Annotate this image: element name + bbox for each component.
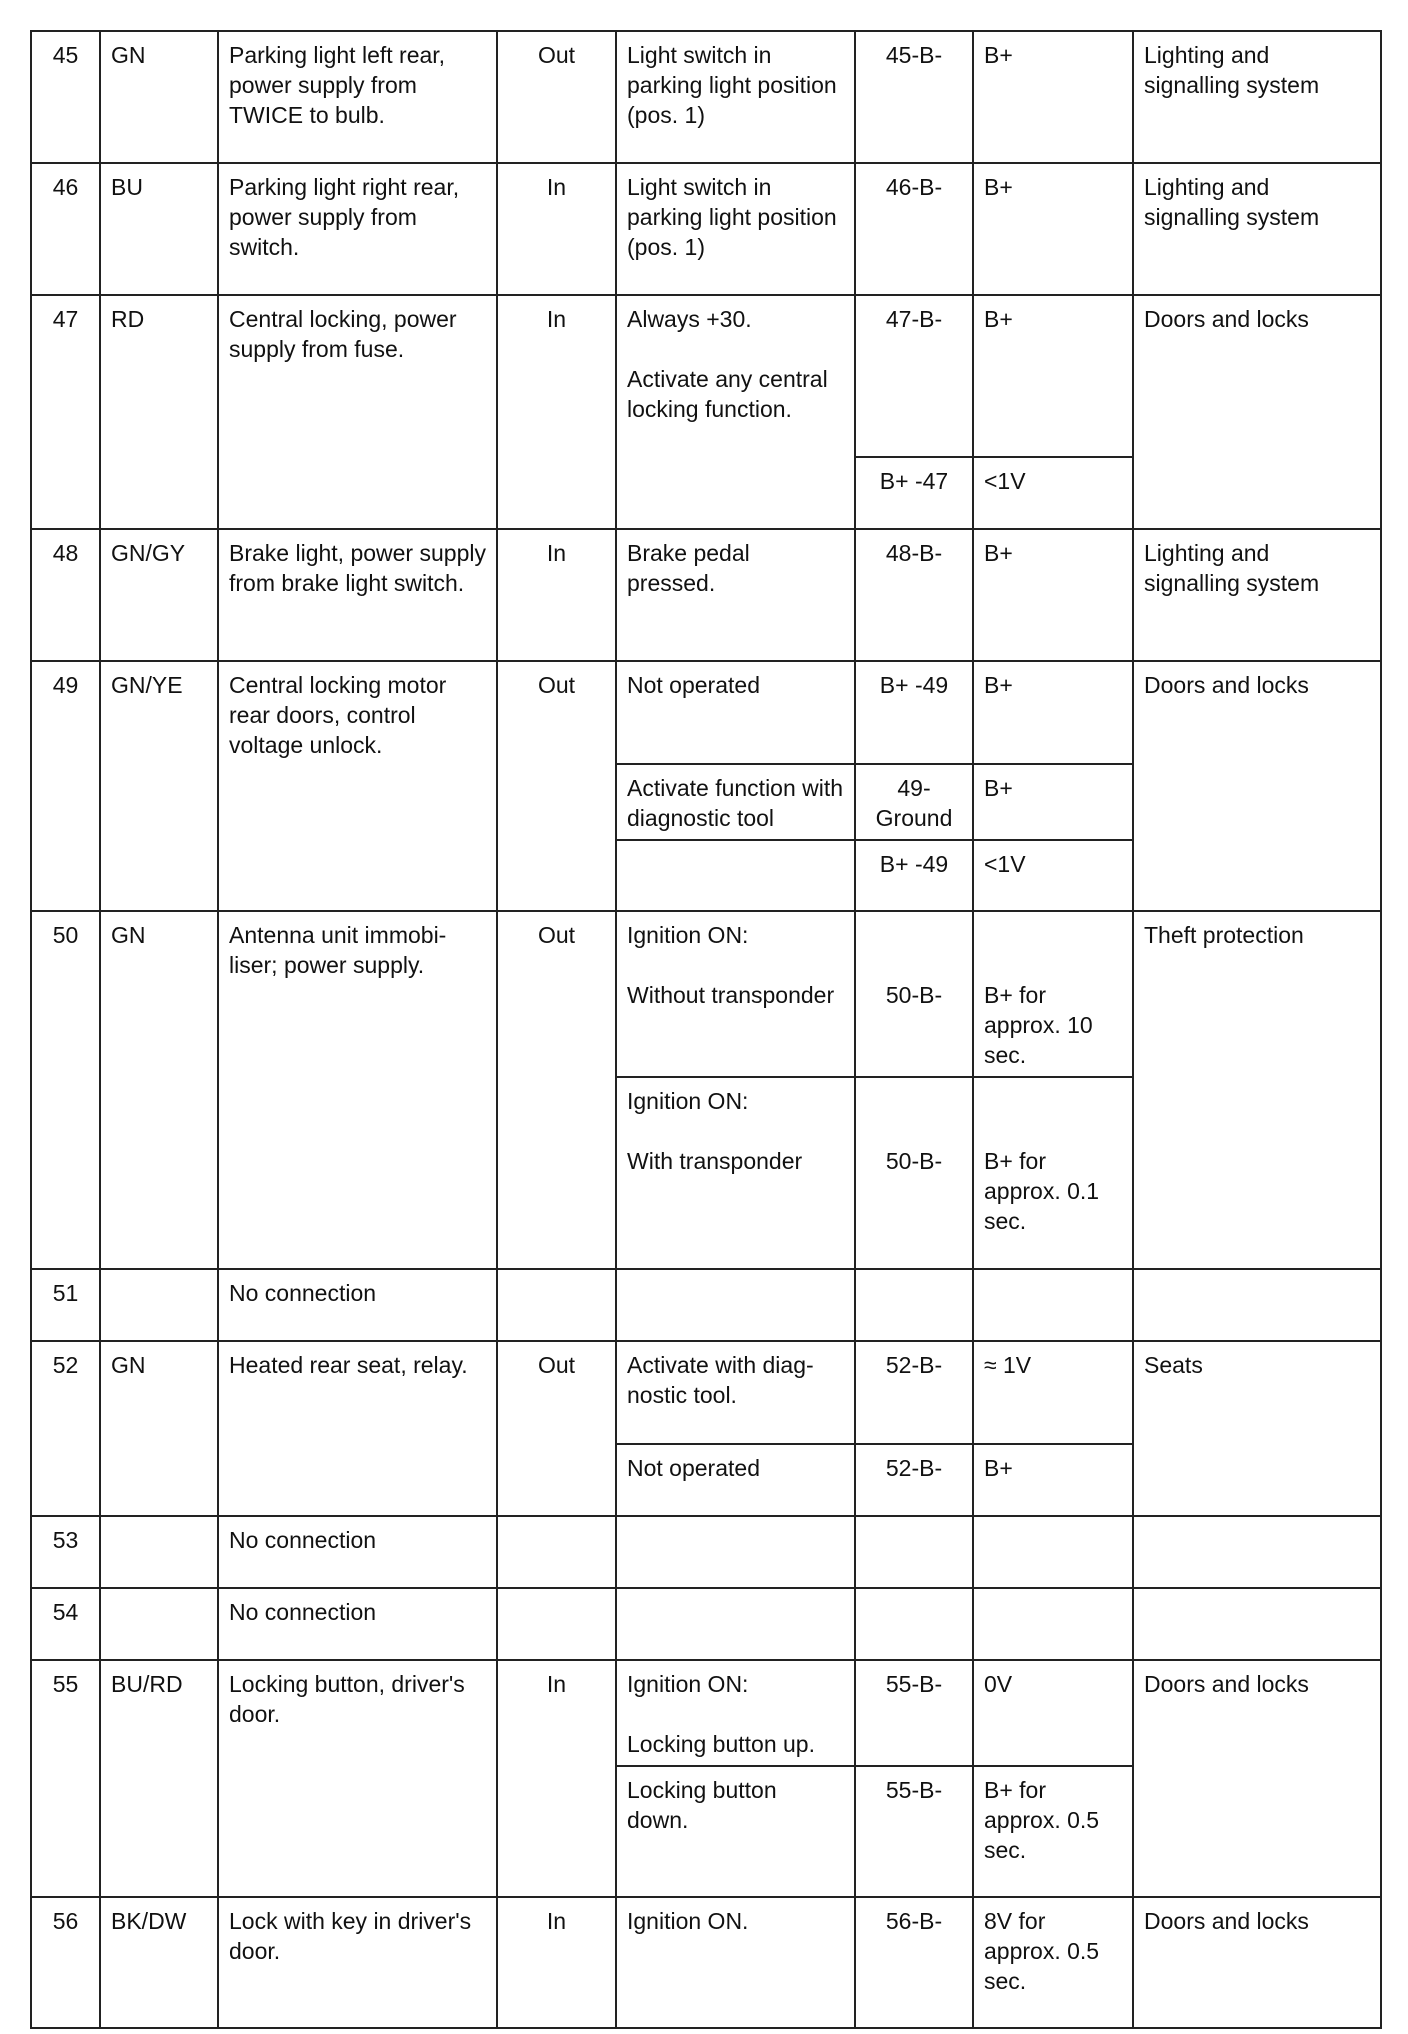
condition-cell: Light switch in parking light position (pos. 1) (616, 31, 855, 163)
nominal-value-cell: B+ (973, 1444, 1133, 1516)
wire-color-cell (100, 1516, 218, 1588)
wire-color-cell: GN (100, 911, 218, 1269)
description-cell: Heated rear seat, relay. (218, 1341, 497, 1516)
measure-point-cell: 48-B- (855, 529, 973, 661)
system-cell: Lighting and signalling system (1133, 31, 1381, 163)
nominal-value-cell: B+ (973, 529, 1133, 661)
description-cell: Parking light right rear, power supply from switch. (218, 163, 497, 295)
table-row (31, 661, 1381, 764)
table-row (31, 163, 1381, 295)
nominal-value-cell: B+ (973, 295, 1133, 457)
nominal-value-cell: 8V for approx. 0.5 sec. (973, 1897, 1133, 2028)
nominal-value-cell: B+ (973, 31, 1133, 163)
measure-point-cell: 55-B- (855, 1660, 973, 1766)
measure-point-cell: 49- Ground (855, 764, 973, 840)
direction-cell: Out (497, 911, 616, 1269)
nominal-value-cell (973, 1269, 1133, 1341)
direction-cell: In (497, 1897, 616, 2028)
description-cell: Antenna unit immobi-liser; power supply. (218, 911, 497, 1269)
table-row (31, 1897, 1381, 2028)
pin-number-cell: 48 (31, 529, 100, 661)
wire-color-cell: RD (100, 295, 218, 529)
pin-number-cell: 53 (31, 1516, 100, 1588)
measure-point-cell (855, 1516, 973, 1588)
pin-number-cell: 45 (31, 31, 100, 163)
direction-cell (497, 1269, 616, 1341)
condition-cell: Ignition ON: With transponder (616, 1077, 855, 1269)
condition-cell: Ignition ON: Locking button up. (616, 1660, 855, 1766)
table-row (31, 911, 1381, 1077)
direction-cell: Out (497, 1341, 616, 1516)
direction-cell: Out (497, 31, 616, 163)
condition-cell: Ignition ON. (616, 1897, 855, 2028)
table-row (31, 1516, 1381, 1588)
measure-point-cell: 55-B- (855, 1766, 973, 1897)
nominal-value-cell: B+ for approx. 10 sec. (973, 911, 1133, 1077)
pin-number-cell: 52 (31, 1341, 100, 1516)
pin-number-cell: 46 (31, 163, 100, 295)
direction-cell (497, 1516, 616, 1588)
condition-cell: Activate function with diagnostic tool (616, 764, 855, 840)
wire-color-cell: BU/RD (100, 1660, 218, 1897)
measure-point-cell (855, 1588, 973, 1660)
condition-cell: Always +30. Activate any central locking function. (616, 295, 855, 529)
nominal-value-cell: ≈ 1V (973, 1341, 1133, 1444)
measure-point-cell: 56-B- (855, 1897, 973, 2028)
pin-number-cell: 55 (31, 1660, 100, 1897)
pin-number-cell: 56 (31, 1897, 100, 2028)
system-cell: Seats (1133, 1341, 1381, 1516)
description-cell: Brake light, power supply from brake light switch. (218, 529, 497, 661)
pin-table-page (30, 30, 1380, 2026)
nominal-value-cell: 0V (973, 1660, 1133, 1766)
description-cell: Central locking, power supply from fuse. (218, 295, 497, 529)
direction-cell: In (497, 163, 616, 295)
system-cell (1133, 1269, 1381, 1341)
measure-point-cell (855, 1269, 973, 1341)
nominal-value-cell: B+ (973, 163, 1133, 295)
measure-point-cell: 52-B- (855, 1341, 973, 1444)
measure-point-cell: B+ -49 (855, 840, 973, 911)
nominal-value-cell: <1V (973, 457, 1133, 529)
nominal-value-cell: B+ for approx. 0.1 sec. (973, 1077, 1133, 1269)
wire-color-cell (100, 1269, 218, 1341)
measure-point-cell: 47-B- (855, 295, 973, 457)
nominal-value-cell: B+ (973, 661, 1133, 764)
nominal-value-cell (973, 1588, 1133, 1660)
system-cell: Doors and locks (1133, 295, 1381, 529)
pin-number-cell: 54 (31, 1588, 100, 1660)
description-cell: Lock with key in driver's door. (218, 1897, 497, 2028)
measure-point-cell: 50-B- (855, 1077, 973, 1269)
direction-cell: In (497, 295, 616, 529)
condition-cell (616, 1516, 855, 1588)
direction-cell: In (497, 529, 616, 661)
pin-number-cell: 49 (31, 661, 100, 911)
system-cell: Lighting and signalling system (1133, 529, 1381, 661)
description-cell: No connection (218, 1516, 497, 1588)
direction-cell: In (497, 1660, 616, 1897)
wire-color-cell: GN/YE (100, 661, 218, 911)
wire-color-cell: GN (100, 1341, 218, 1516)
nominal-value-cell: <1V (973, 840, 1133, 911)
condition-cell: Light switch in parking light position (pos. 1) (616, 163, 855, 295)
condition-cell: Ignition ON: Without transponder (616, 911, 855, 1077)
condition-cell (616, 1269, 855, 1341)
condition-cell: Locking button down. (616, 1766, 855, 1897)
table-row (31, 1269, 1381, 1341)
wire-color-cell: BK/DW (100, 1897, 218, 2028)
wire-color-cell: BU (100, 163, 218, 295)
description-cell: No connection (218, 1588, 497, 1660)
wire-color-cell: GN (100, 31, 218, 163)
direction-cell: Out (497, 661, 616, 911)
measure-point-cell: 52-B- (855, 1444, 973, 1516)
table-row (31, 1660, 1381, 1766)
description-cell: Central locking motor rear doors, control voltage unlock. (218, 661, 497, 911)
measure-point-cell: 46-B- (855, 163, 973, 295)
description-cell: Parking light left rear, power supply from TWICE to bulb. (218, 31, 497, 163)
description-cell: No connection (218, 1269, 497, 1341)
pin-number-cell: 51 (31, 1269, 100, 1341)
pin-number-cell: 47 (31, 295, 100, 529)
wire-color-cell (100, 1588, 218, 1660)
table-row (31, 1341, 1381, 1444)
system-cell: Doors and locks (1133, 1897, 1381, 2028)
nominal-value-cell: B+ for approx. 0.5 sec. (973, 1766, 1133, 1897)
measure-point-cell: 45-B- (855, 31, 973, 163)
condition-cell: Activate with diag-nostic tool. (616, 1341, 855, 1444)
measure-point-cell: B+ -49 (855, 661, 973, 764)
wire-color-cell: GN/GY (100, 529, 218, 661)
table-row (31, 529, 1381, 661)
condition-cell: Not operated (616, 1444, 855, 1516)
system-cell: Lighting and signalling system (1133, 163, 1381, 295)
condition-cell (616, 840, 855, 911)
pin-assignment-table (30, 30, 1382, 2029)
measure-point-cell: B+ -47 (855, 457, 973, 529)
condition-cell: Not operated (616, 661, 855, 764)
table-row (31, 295, 1381, 457)
nominal-value-cell (973, 1516, 1133, 1588)
system-cell (1133, 1588, 1381, 1660)
system-cell: Doors and locks (1133, 1660, 1381, 1897)
description-cell: Locking button, driver's door. (218, 1660, 497, 1897)
pin-number-cell: 50 (31, 911, 100, 1269)
condition-cell: Brake pedal pressed. (616, 529, 855, 661)
direction-cell (497, 1588, 616, 1660)
table-row (31, 31, 1381, 163)
measure-point-cell: 50-B- (855, 911, 973, 1077)
condition-cell (616, 1588, 855, 1660)
system-cell: Theft protection (1133, 911, 1381, 1269)
table-row (31, 1588, 1381, 1660)
nominal-value-cell: B+ (973, 764, 1133, 840)
system-cell (1133, 1516, 1381, 1588)
system-cell: Doors and locks (1133, 661, 1381, 911)
